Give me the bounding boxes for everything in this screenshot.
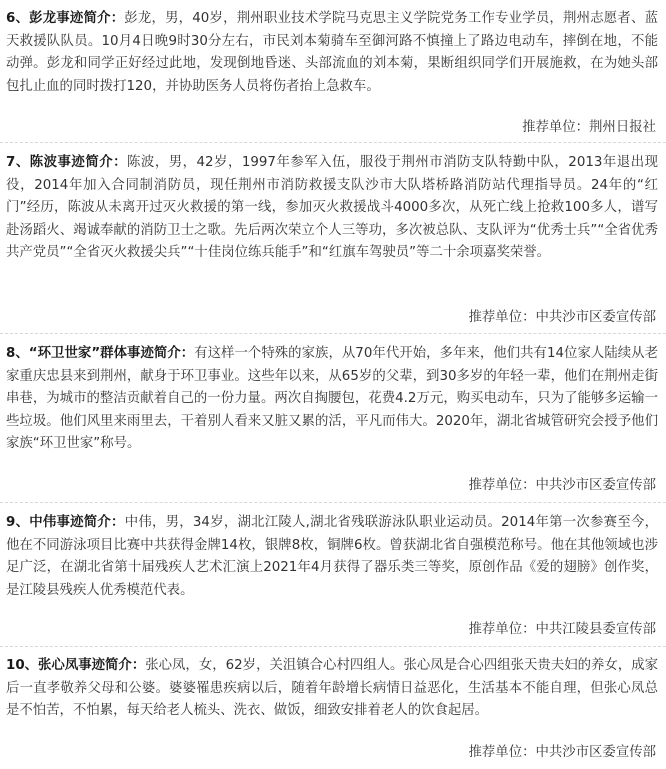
- entry-paragraph: [6, 152, 658, 265]
- entry-paragraph: [6, 655, 658, 723]
- entry-10: [6, 655, 658, 723]
- entry-body: 彭龙，男，40岁，荆州职业技术学院马克思主义学院党务工作专业学员，荆州志愿者、蓝天救援队队员。10月4日晚9时30分左右，市民刘本菊骑车至御河路不慎撞上了路边电动车，摔倒在地，不能动弹。彭龙和同学正好经过此地，发现倒地昏迷、头部流血的刘本菊，果断组织同学们开展施救，在为她头部包扎止血的同时拨打120，并协助医务人员将伤者抬上急救车。: [6, 11, 658, 94]
- entry-body: 中伟，男，34岁，湖北江陵人,湖北省残联游泳队职业运动员。2014年第一次参赛至今，他在不同游泳项目比赛中共获得金牌14枚，银牌8枚，铜牌6枚。曾获湖北省自强模范称号。他在其他领域也涉足广泛，在湖北省第十届残疾人艺术汇演上2021年4月获得了器乐类三等奖，原创作品《爱的翅膀》创作奖，是江陵县残疾人优秀模范代表。: [6, 515, 658, 598]
- entry-6: [6, 8, 658, 98]
- section-divider: [0, 333, 666, 335]
- recommender-line: 推荐单位：中共沙市区委宣传部: [468, 745, 656, 760]
- entry-8: [6, 343, 658, 456]
- entry-title: 8、“环卫世家”群体事迹简介：: [6, 346, 195, 361]
- recommender-line: 推荐单位：荆州日报社: [522, 120, 656, 135]
- entry-paragraph: [6, 8, 658, 98]
- recommender-line: 推荐单位：中共沙市区委宣传部: [468, 310, 656, 325]
- entry-title: 6、彭龙事迹简介：: [6, 11, 125, 26]
- entry-body: 陈波，男，42岁，1997年参军入伍，服役于荆州市消防支队特勤中队，2013年退出现役，2014年加入合同制消防员，现任荆州市消防救援支队沙市大队塔桥路消防站代理指导员。24年的“红门”经历，陈波从未离开过灭火救援的第一线，参加灭火救援战斗4000多次，从死亡线上抢救100多人，谱写赴汤蹈火、竭诚奉献的消防卫士之歌。先后两次荣立个人三等功，多次被总队、支队评为“优秀士兵”“全省优秀共产党员”“全省灭火救援尖兵”“十佳岗位练兵能手”和“红旗车驾驶员”等二十余项嘉奖荣誉。: [6, 155, 658, 261]
- entry-9: [6, 512, 658, 602]
- entry-body: 有这样一个特殊的家族，从70年代开始，多年来，他们共有14位家人陆续从老家重庆忠县来到荆州，献身于环卫事业。这些年以来，从65岁的父辈，到30多岁的年轻一辈，他们在荆州走街串巷，为城市的整洁贡献着自己的一份力量。两次自掏腰包，花费4.2万元，购买电动车，只为了能够多运输一些垃圾。他们风里来雨里去，干着别人看来又脏又累的活，平凡而伟大。2020年，湖北省城管研究会授予他们家族“环卫世家”称号。: [6, 346, 658, 452]
- entry-paragraph: [6, 512, 658, 602]
- recommender-line: 推荐单位：中共沙市区委宣传部: [468, 478, 656, 493]
- entry-7: [6, 152, 658, 265]
- recommender-line: 推荐单位：中共江陵县委宣传部: [468, 622, 656, 637]
- section-divider: [0, 142, 666, 144]
- entry-body: 张心凤，女，62岁，关沮镇合心村四组人。张心凤是合心四组张天贵夫妇的养女，成家后一直孝敬养父母和公婆。婆婆罹患疾病以后，随着年龄增长病情日益恶化，生活基本不能自理，但张心凤总是不怕苦，不怕累，每天给老人梳头、洗衣、做饭，细致安排着老人的饮食起居。: [6, 658, 658, 719]
- entry-title: 9、中伟事迹简介：: [6, 515, 125, 530]
- section-divider: [0, 502, 666, 504]
- entry-title: 10、张心凤事迹简介：: [6, 658, 146, 673]
- entry-title: 7、陈波事迹简介：: [6, 155, 128, 170]
- entry-paragraph: [6, 343, 658, 456]
- section-divider: [0, 646, 666, 648]
